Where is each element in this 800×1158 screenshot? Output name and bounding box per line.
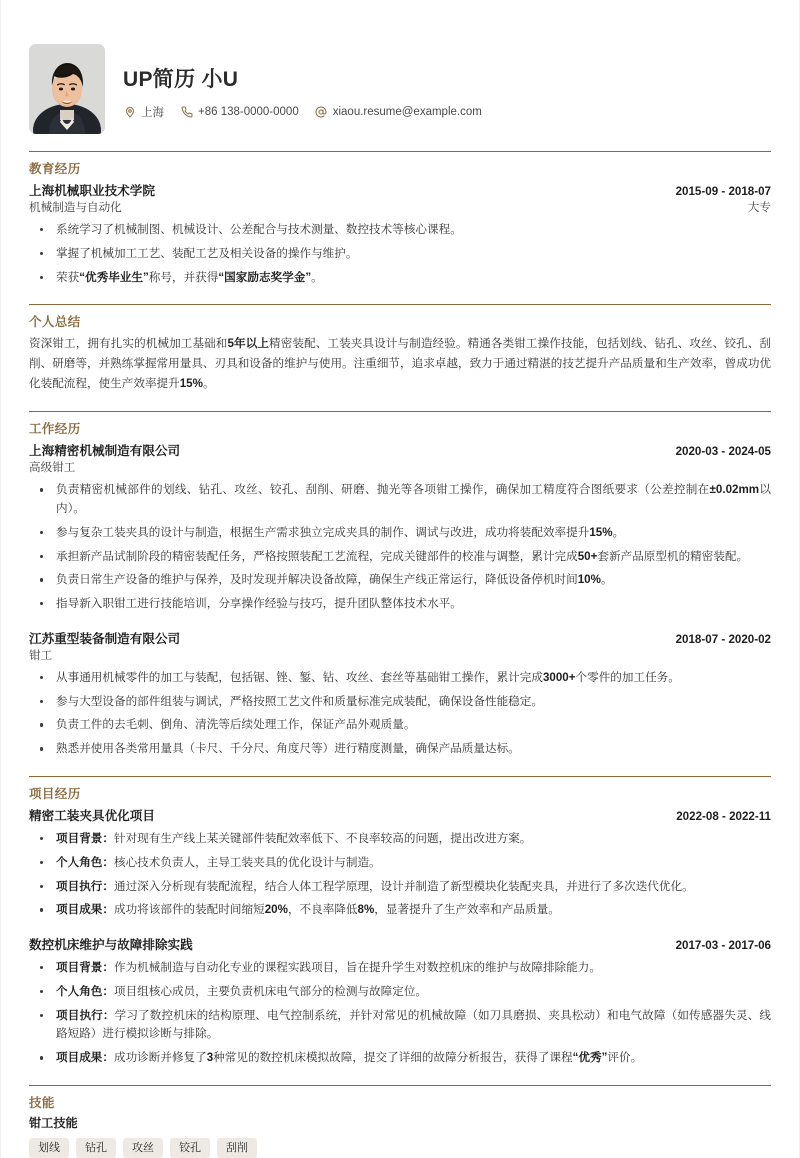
job-title: 高级钳工 — [29, 461, 76, 475]
project-entry — [29, 805, 771, 920]
project-entry-header — [29, 805, 771, 824]
project-entry — [29, 934, 771, 1068]
contact-phone — [180, 105, 299, 118]
section-projects — [29, 776, 771, 1068]
education-date: 2015-09 - 2018-07 — [675, 185, 771, 198]
contact-email-text: xiaou.resume@example.com — [332, 105, 482, 118]
bullet-item: 负责日常生产设备的维护与保养，及时发现并解决设备故障，确保生产线正常运行，降低设备停机时间10%。 — [29, 571, 771, 590]
bullet-item: 熟悉并使用各类常用量具（卡尺、千分尺、角度尺等）进行精度测量，确保产品质量达标。 — [29, 740, 771, 759]
skill-chip: 刮削 — [217, 1138, 257, 1158]
bullet-item: 个人角色：核心技术负责人，主导工装夹具的优化设计与制造。 — [29, 854, 771, 873]
work-bullets — [29, 669, 771, 759]
bullet-item: 参与复杂工装夹具的设计与制造，根据生产需求独立完成夹具的制作、调试与改进，成功将装配效率提升15%。 — [29, 524, 771, 543]
contact-location — [123, 104, 164, 120]
school-name: 上海机械职业技术学院 — [29, 184, 155, 198]
phone-icon — [180, 105, 193, 118]
company-name: 江苏重型装备制造有限公司 — [29, 631, 181, 646]
section-skills — [29, 1085, 771, 1158]
page-title: UP简历 小U — [123, 67, 239, 91]
work-date: 2020-03 - 2024-05 — [675, 445, 771, 459]
section-title-summary: 个人总结 — [29, 315, 81, 330]
avatar — [29, 44, 105, 134]
section-divider — [29, 411, 771, 412]
section-divider — [29, 776, 771, 777]
bullet-item: 项目成果：成功将该部件的装配时间缩短20%，不良率降低8%，显著提升了生产效率和产品质量。 — [29, 901, 771, 920]
identity-block — [123, 59, 498, 120]
work-entry-header — [29, 628, 771, 647]
skill-chip: 划线 — [29, 1138, 69, 1158]
contact-location-text: 上海 — [141, 106, 164, 119]
bullet-item: 项目执行：通过深入分析现有装配流程，结合人体工程学原理，设计并制造了新型模块化装配夹具，并进行了多次迭代优化。 — [29, 878, 771, 897]
degree: 大专 — [747, 201, 771, 214]
company-name: 上海精密机械制造有限公司 — [29, 444, 181, 459]
skill-group-name: 钳工技能 — [29, 1116, 78, 1130]
project-date: 2022-08 - 2022-11 — [676, 809, 771, 823]
section-title-projects: 项目经历 — [29, 786, 81, 801]
work-entry — [29, 628, 771, 759]
project-name: 精密工装夹具优化项目 — [29, 808, 155, 823]
work-entry — [29, 440, 771, 614]
bullet-item: 项目背景：针对现有生产线上某关键部件装配效率低下、不良率较高的问题，提出改进方案。 — [29, 830, 771, 849]
summary-text: 资深钳工，拥有扎实的机械加工基础和5年以上精密装配、工装夹具设计与制造经验。精通各类钳工操作技能，包括划线、钻孔、攻丝、铰孔、刮削、研磨等，并熟练掌握常用量具、刃具和设备的维护与使用。注重细节，追求卓越，致力于通过精湛的技艺提升产品质量和生产效率，曾成功优化装配流程，使生产效率提升15%。 — [29, 337, 772, 391]
section-title-skills: 技能 — [29, 1096, 55, 1110]
education-entry-subheader — [29, 199, 771, 215]
bullet-item: 负责精密机械部件的划线、钻孔、攻丝、铰孔、刮削、研磨、抛光等各项钳工操作，确保加工精度符合图纸要求（公差控制在±0.02mm以内）。 — [29, 481, 771, 519]
section-title-education: 教育经历 — [29, 162, 81, 176]
bullet-item: 荣获“优秀毕业生”称号，并获得“国家励志奖学金”。 — [29, 269, 771, 288]
contact-list — [123, 104, 498, 120]
bullet-item: 负责工件的去毛刺、倒角、清洗等后续处理工作，保证产品外观质量。 — [29, 716, 771, 735]
bullet-item: 系统学习了机械制图、机械设计、公差配合与技术测量、数控技术等核心课程。 — [29, 221, 771, 240]
bullet-item: 参与大型设备的部件组装与调试，严格按照工艺文件和质量标准完成装配，确保设备性能稳定。 — [29, 693, 771, 712]
project-date: 2017-03 - 2017-06 — [675, 939, 771, 953]
bullet-item: 承担新产品试制阶段的精密装配任务，严格按照装配工艺流程，完成关键部件的校准与调整，累计完成50+套新产品原型机的精密装配。 — [29, 548, 771, 567]
at-sign-icon — [315, 105, 328, 118]
project-name: 数控机床维护与故障排除实践 — [29, 938, 193, 953]
section-divider — [29, 1085, 771, 1086]
work-entry-header — [29, 440, 771, 459]
bullet-item: 从事通用机械零件的加工与装配，包括锯、锉、錾、钻、攻丝、套丝等基础钳工操作，累计完成3000+个零件的加工任务。 — [29, 669, 771, 688]
section-divider — [29, 151, 771, 152]
contact-phone-text: +86 138-0000-0000 — [198, 105, 299, 118]
section-work — [29, 411, 771, 759]
education-bullets — [29, 221, 771, 287]
bullet-item: 项目成果：成功诊断并修复了3种常见的数控机床模拟故障，提交了详细的故障分析报告，获得了课程“优秀”评价。 — [29, 1049, 771, 1068]
skill-chip-list — [29, 1138, 771, 1158]
job-title: 钳工 — [29, 648, 53, 662]
bullet-item: 个人角色：项目组核心成员，主要负责机床电气部分的检测与故障定位。 — [29, 983, 771, 1002]
bullet-item: 掌握了机械加工工艺、装配工艺及相关设备的操作与维护。 — [29, 245, 771, 264]
skill-chip: 攻丝 — [123, 1138, 163, 1158]
project-entry-header — [29, 934, 771, 953]
education-entry — [29, 180, 771, 287]
education-entry-header — [29, 180, 771, 199]
skill-chip: 铰孔 — [170, 1138, 210, 1158]
location-pin-icon — [123, 105, 136, 118]
project-bullets — [29, 959, 771, 1068]
work-date: 2018-07 - 2020-02 — [675, 632, 771, 646]
bullet-item: 指导新入职钳工进行技能培训，分享操作经验与技巧，提升团队整体技术水平。 — [29, 595, 771, 614]
section-title-work: 工作经历 — [29, 422, 81, 437]
section-education — [29, 151, 771, 287]
work-bullets — [29, 481, 771, 614]
resume-header — [29, 0, 771, 134]
skill-chip: 钻孔 — [76, 1138, 116, 1158]
section-divider — [29, 304, 771, 305]
major: 机械制造与自动化 — [29, 201, 122, 214]
bullet-item: 项目执行：学习了数控机床的结构原理、电气控制系统，并针对常见的机械故障（如刀具磨损、夹具松动）和电气故障（如传感器失灵、线路短路）进行模拟诊断与排除。 — [29, 1007, 771, 1045]
contact-email — [315, 105, 482, 118]
section-summary — [29, 304, 771, 394]
project-bullets — [29, 830, 771, 920]
bullet-item: 项目背景：作为机械制造与自动化专业的课程实践项目，旨在提升学生对数控机床的维护与故障排除能力。 — [29, 959, 771, 978]
